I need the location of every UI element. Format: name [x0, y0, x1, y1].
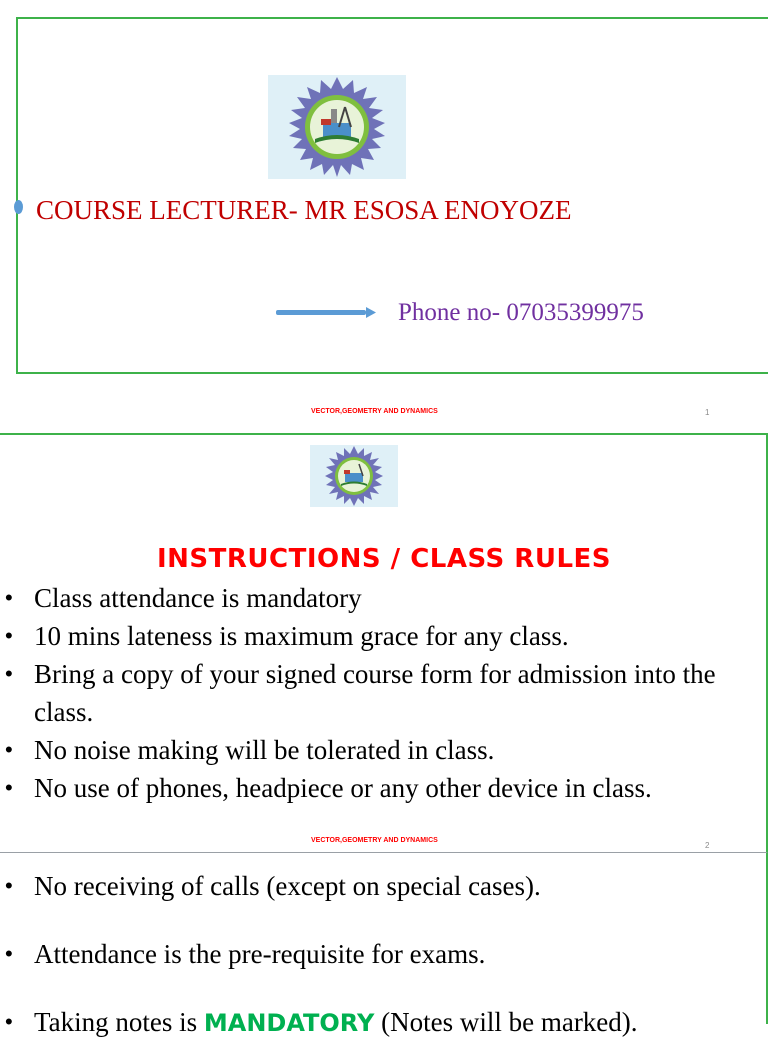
bullet-icon: • — [5, 1009, 13, 1034]
institution-logo-icon — [268, 75, 406, 179]
bullet-icon: • — [5, 661, 13, 686]
phone-number-text: Phone no- 07035399975 — [398, 299, 644, 326]
arrow-right-icon — [276, 306, 376, 325]
slide-1 — [16, 17, 768, 374]
rules-list — [0, 867, 760, 1042]
slide-2-footer: VECTOR,GEOMETRY AND DYNAMICS — [311, 837, 438, 844]
list-item: • Taking notes is MANDATORY (Notes will be marked). — [0, 1003, 760, 1042]
bullet-icon: • — [5, 941, 13, 966]
list-item: • Attendance is the pre-requisite for exams. — [0, 935, 760, 973]
list-item: • Class attendance is mandatory — [0, 579, 740, 617]
bullet-icon: • — [5, 873, 13, 898]
bullet-dot-icon — [14, 200, 23, 214]
slide-2 — [0, 433, 768, 853]
slide-title: INSTRUCTIONS / CLASS RULES — [157, 544, 611, 574]
bullet-icon: • — [5, 737, 13, 762]
slide-3 — [0, 852, 768, 1037]
mandatory-highlight: MANDATORY — [203, 1009, 375, 1037]
rules-list — [0, 579, 740, 807]
institution-logo-icon — [310, 445, 398, 507]
slide-2-page-number: 2 — [705, 841, 710, 850]
list-item: • Bring a copy of your signed course form for admission into the class. — [0, 655, 740, 731]
bullet-icon: • — [5, 623, 13, 648]
slide-1-page-number: 1 — [705, 408, 710, 417]
course-lecturer-text: COURSE LECTURER- MR ESOSA ENOYOZE — [36, 195, 572, 225]
list-item: • 10 mins lateness is maximum grace for any class. — [0, 617, 740, 655]
slide-1-footer: VECTOR,GEOMETRY AND DYNAMICS — [311, 408, 438, 415]
list-item: • No use of phones, headpiece or any other device in class. — [0, 769, 740, 807]
list-item: • No receiving of calls (except on special cases). — [0, 867, 760, 905]
bullet-icon: • — [5, 775, 13, 800]
bullet-icon: • — [5, 585, 13, 610]
list-item: • No noise making will be tolerated in class. — [0, 731, 740, 769]
